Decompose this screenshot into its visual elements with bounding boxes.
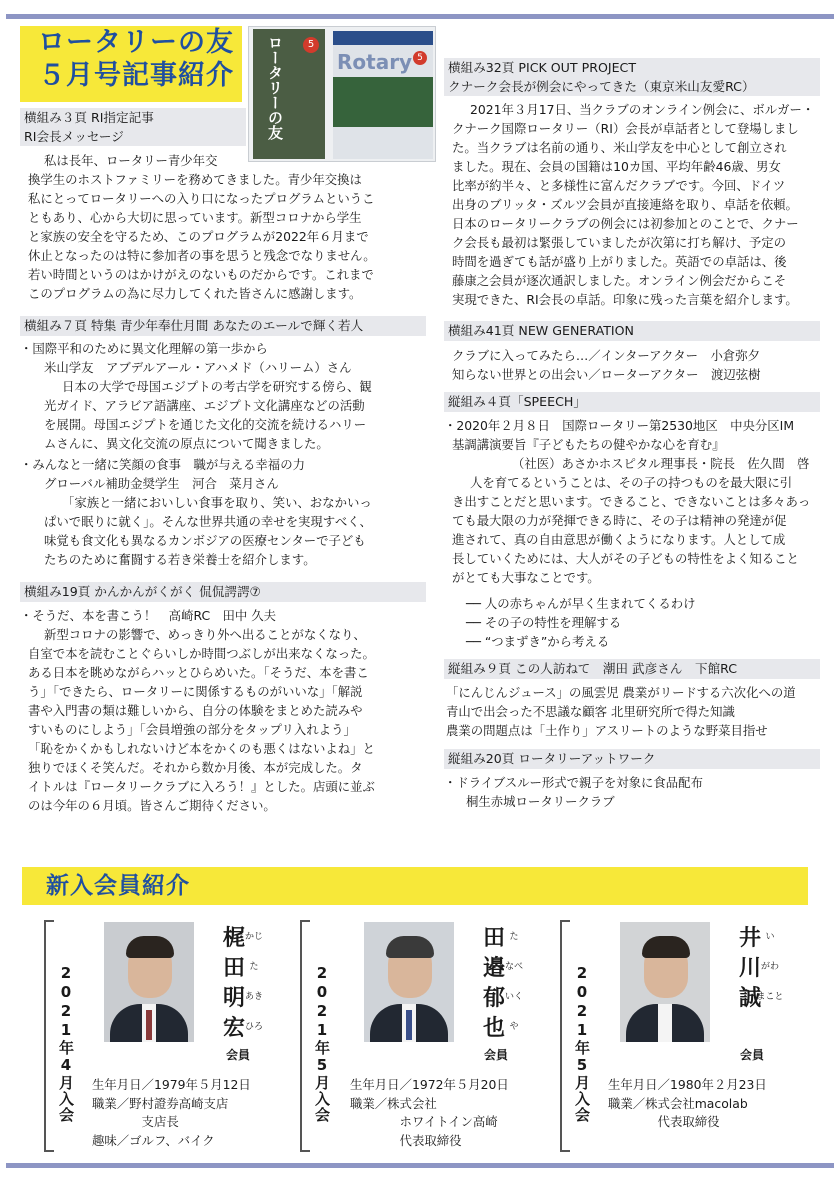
join-month: 2021年5月入会 <box>573 964 591 1123</box>
paragraph-line: 光ガイド、アラビア語講座、エジプト文化講座などの活動 <box>44 398 365 413</box>
paragraph-line: 農業の問題点は「土作り」アスリートのような野菜目指せ <box>446 723 768 738</box>
paragraph-line: 進されて、真の自由意思が働くようになります。人として成 <box>452 532 786 547</box>
member-name: 田 た 邉 なべ 郁 いく 也 や <box>482 926 523 1041</box>
paragraph-line: き出すことだと思います。できること、できないことは多々あっ <box>452 494 811 509</box>
member-name: 井 い 川 がわ 誠 まこと <box>738 926 784 1011</box>
bullet-heading: ・そうだ、本を書こう！ 高崎RC 田中 久夫 <box>20 608 277 623</box>
paragraph-line: ても最大限の力が発揮できる時に、その子は精神の発達が促 <box>452 513 787 528</box>
cover-rotary-magazine: Rotary 5 <box>333 31 433 159</box>
paragraph-line: 味覚も食文化も異なるカンボジアの医療センターで子ども <box>44 533 366 548</box>
bullet-heading: ・国際平和のために異文化理解の第一歩から <box>20 341 268 356</box>
bullet-heading: ・2020年２月８日 国際ロータリー第2530地区 中央分区IM <box>444 418 795 433</box>
cover-japanese-edition: ロータリーの友 5 <box>253 29 325 159</box>
section-head-youth-service: 横組み７頁 特集 青少年奉仕月間 あなたのエールで輝く若人 <box>20 316 426 336</box>
paragraph-line: 人を育てるということは、その子の持つものを最大限に引 <box>470 475 793 490</box>
paragraph-line: 2021年３月17日、当クラブのオンライン例会に、ボルガー・ <box>470 102 815 117</box>
quote-line: ── 人の赤ちゃんが早く生まれてくるわけ <box>466 596 696 611</box>
section-head-speech: 縦組み４頁「SPEECH」 <box>444 392 820 412</box>
paragraph-line: 休止となったのは特に参加者の事を思うと残念でなりません。 <box>28 248 376 263</box>
person-line: （社医）あさかホスピタル理事長・院長 佐久間 啓 <box>512 456 810 471</box>
bullet-heading: ・みんなと一緒に笑顔の食事 職が与える幸福の力 <box>20 457 305 472</box>
paragraph-line: 比率が約半々、と多様性に富んだクラブです。今回、ドイツ <box>452 178 786 193</box>
member-info: 生年月日／1980年２月23日 職業／株式会社macolab 代表取締役 <box>608 1077 767 1129</box>
paragraph-line: 私は長年、ロータリー青少年交 <box>44 153 218 168</box>
paragraph-line: 若い時間というのはかけがえのないものだからです。これまで <box>28 267 374 282</box>
paragraph-line: 出身のブリッタ・ズルツ会員が直接連絡を取り、卓話を依頼。 <box>452 197 798 212</box>
paragraph-line: た。当クラブは名前の通り、米山学友を中心として創立され <box>452 140 787 155</box>
paragraph-line: を展開。母国エジプトを通じた文化的交流を続けるハリー <box>44 417 367 432</box>
paragraph-line: 自室で本を読むことぐらいしか時間つぶしが出来なくなった。 <box>28 646 375 661</box>
paragraph-line: このプログラムの為に尽力してくれた皆さんに感謝します。 <box>28 286 362 301</box>
paragraph-line: 「家族と一緒においしい食事を取り、笑い、おなかいっ <box>62 495 372 510</box>
paragraph-line: クナーク国際ロータリー（RI）会長が卓話者として登場しまし <box>452 121 799 136</box>
section-head-ri-message: 横組み３頁 RI指定記事 RI会長メッセージ <box>20 108 246 146</box>
member-photo <box>364 922 454 1042</box>
paragraph-line: 実現できた、RI会長の卓話。印象に残った言葉を紹介します。 <box>452 292 798 307</box>
paragraph-line: すいものにしよう」「会員増強の部分をタップリ入れよう」 <box>28 722 356 737</box>
paragraph-line: う」「できたら、ロータリーに関係するものがいいな」「解説 <box>28 684 363 699</box>
member-info: 生年月日／1972年５月20日 職業／株式会社 ホワイトイン高崎 代表取締役 <box>350 1077 509 1148</box>
paragraph-line: たちのために奮闘する若き栄養士を紹介します。 <box>44 552 316 567</box>
paragraph-line: ある日本を眺めながらハッとひらめいた。「そうだ、本を書こ <box>28 665 369 680</box>
bottom-stripe <box>6 1163 834 1168</box>
section-head-kankan: 横組み19頁 かんかんがくがく 侃侃諤諤⑦ <box>20 582 426 602</box>
paragraph-line: 時間を過ぎても話が盛り上がりました。英語での卓話は、後 <box>452 254 787 269</box>
paragraph-line: のは今年の６月頃。皆さんご期待ください。 <box>28 798 276 813</box>
paragraph-line: ぱいで眠りに就く」。そんな世界共通の幸せを実現すべく、 <box>44 514 372 529</box>
paragraph-line: クラブに入ってみたら…／インターアクター 小倉弥夕 <box>452 348 761 363</box>
member-photo <box>104 922 194 1042</box>
paragraph-line: 長していくためには、大人がその子どもの特性をよく知ること <box>452 551 799 566</box>
join-month: 2021年5月入会 <box>313 964 331 1123</box>
paragraph-line: 藤康之会員が逐次通訳しました。オンライン例会だからこそ <box>452 273 787 288</box>
paragraph-line: イトルは『ロータリークラブに入ろう！』とした。店頭に並ぶ <box>28 779 375 794</box>
member-info: 生年月日／1979年５月12日 職業／野村證券高崎支店 支店長 趣味／ゴルフ、バイク <box>92 1077 251 1148</box>
magazine-cover-image <box>248 26 436 162</box>
paragraph-line: 独りでほくそ笑んだ。それから数か月後、本が完成した。タ <box>28 760 363 775</box>
paragraph-line: 知らない世界との出会い／ローターアクター 渡辺弦樹 <box>452 367 761 382</box>
quote-line: ── その子の特性を理解する <box>466 615 622 630</box>
paragraph-line: 桐生赤城ロータリークラブ <box>466 794 615 809</box>
section-head-visit: 縦組み９頁 この人訪ねて 潮田 武彦さん 下館RC <box>444 659 820 679</box>
paragraph-line: 「恥をかくかもしれないけど本をかくのも悪くはないよね」と <box>28 741 375 756</box>
member-photo <box>620 922 710 1042</box>
section-head-at-work: 縦組み20頁 ロータリーアットワーク <box>444 749 820 769</box>
section-head-new-generation: 横組み41頁 NEW GENERATION <box>444 321 820 341</box>
member-role: 会員 <box>740 1048 765 1062</box>
paragraph-line: ともあり、心から大切に思っています。新型コロナから学生 <box>28 210 362 225</box>
person-line: グローバル補助金奨学生 河合 菜月さん <box>44 476 279 491</box>
member-name: 梶 かじ 田 た 明 あき 宏 ひろ <box>222 926 263 1041</box>
paragraph-line: 新型コロナの影響で、めっきり外へ出ることがなくなり、 <box>44 627 366 642</box>
top-stripe <box>6 14 834 19</box>
join-month: 2021年4月入会 <box>57 964 75 1123</box>
quote-line: ── “つまずき”から考える <box>466 634 610 649</box>
person-line: 米山学友 アブデルアール・アハメド（ハリーム）さん <box>44 360 352 375</box>
paragraph-line: 「にんじんジュース」の風雲児 農業がリードする六次化への道 <box>446 685 796 700</box>
paragraph-line: ク会長も最初は緊張していましたが次第に打ち解け、予定の <box>452 235 787 250</box>
paragraph-line: 基調講演要旨『子どもたちの健やかな心を育む』 <box>452 437 725 452</box>
new-members-title: 新入会員紹介 <box>46 873 190 899</box>
member-role: 会員 <box>226 1048 251 1062</box>
member-role: 会員 <box>484 1048 509 1062</box>
paragraph-line: ました。現在、会員の国籍は10カ国、平均年齢46歳、男女 <box>452 159 781 174</box>
page-title: ロータリーの友 ５月号記事紹介 <box>38 27 234 91</box>
paragraph-line: 書や入門書の類は難しいから、自分の体験をまとめた読みや <box>28 703 363 718</box>
paragraph-line: 換学生のホストファミリーを務めてきました。青少年交換は <box>28 172 362 187</box>
paragraph-line: 日本の大学で母国エジプトの考古学を研究する傍ら、観 <box>62 379 372 394</box>
paragraph-line: と家族の安全を守るため、このプログラムが2022年６月まで <box>28 229 369 244</box>
paragraph-line: がとても大事なことです。 <box>452 570 600 585</box>
bullet-heading: ・ドライブスルー形式で親子を対象に食品配布 <box>444 775 703 790</box>
section-head-pick-out: 横組み32頁 PICK OUT PROJECT クナーク会長が例会にやってきた（東京米山友愛RC） <box>444 58 820 96</box>
paragraph-line: 私にとってロータリーへの入り口になったプログラムというこ <box>28 191 375 206</box>
paragraph-line: 青山で出会った不思議な顧客 北里研究所で得た知識 <box>446 704 735 719</box>
paragraph-line: ムさんに、異文化交流の原点について聞きました。 <box>44 436 329 451</box>
paragraph-line: 日本のロータリークラブの例会には初参加とのことで、クナー <box>452 216 799 231</box>
